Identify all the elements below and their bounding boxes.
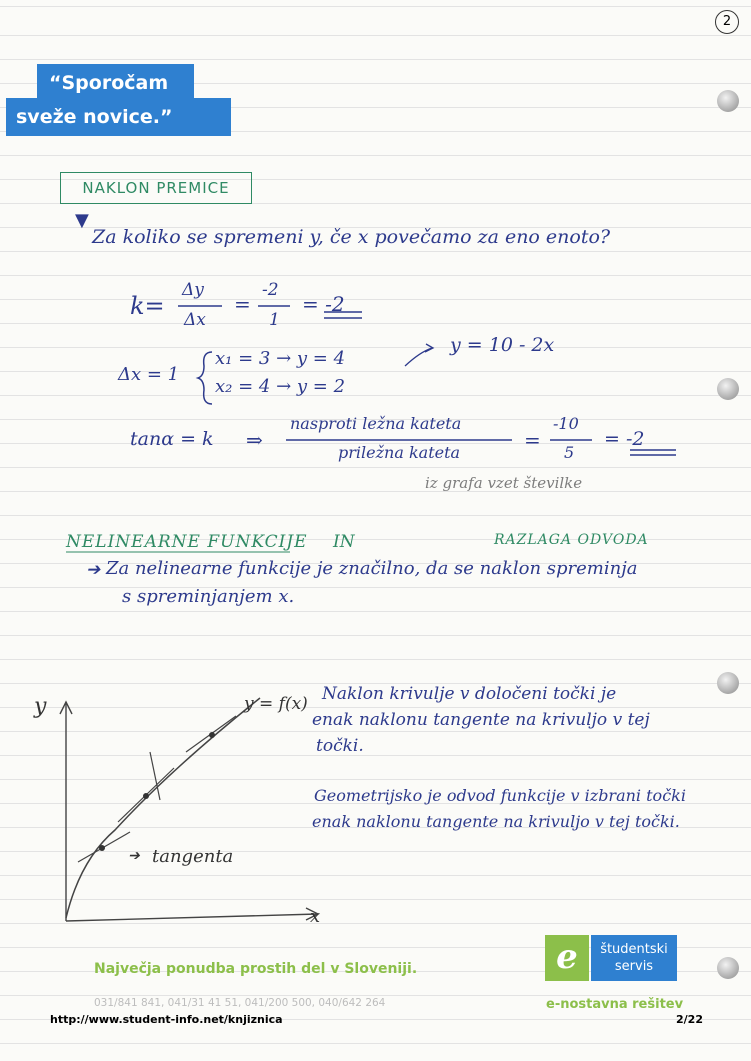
k-numerator: Δy <box>182 280 204 300</box>
equals-sign: = <box>234 292 251 316</box>
logo-text <box>591 935 677 981</box>
fraction-numerator: -2 <box>262 280 279 300</box>
footer-phone-numbers: 031/841 841, 041/31 41 51, 041/200 500, 040/642 264 <box>94 997 386 1009</box>
definition-line-3: točki. <box>316 736 364 756</box>
section-title-naklon-premice: NAKLON PREMICE <box>60 172 252 204</box>
logo-e-icon: e <box>545 935 589 981</box>
nonlinear-line-2: s spreminjanjem x. <box>122 586 295 607</box>
tan-fraction-denominator: 5 <box>564 443 575 462</box>
definition-line-2: enak naklonu tangente na krivuljo v tej <box>312 710 650 730</box>
down-arrow-icon: ▼ <box>75 210 89 231</box>
k-label: k= <box>130 292 165 320</box>
tan-result: = -2 <box>604 428 645 450</box>
footer-url-link[interactable]: http://www.student-info.net/knjiznica <box>50 1013 283 1026</box>
slope-result: = -2 <box>302 292 345 316</box>
equals-sign-2: = <box>524 428 541 452</box>
tan-denominator: priležna kateta <box>338 443 461 462</box>
question-text: Za koliko se spremeni y, če x povečamo za eno enoto? <box>92 226 611 248</box>
footer-slogan: Največja ponudba prostih del v Sloveniji. <box>94 961 418 977</box>
derivative-line-2: enak naklonu tangente na krivuljo v tej točki. <box>312 812 680 831</box>
section-title-in: IN <box>333 532 355 552</box>
studentski-servis-logo <box>545 935 677 981</box>
delta-x-label: Δx = 1 <box>118 364 180 385</box>
tan-label: tanα = k <box>130 428 214 450</box>
graph-tangent-label: tangenta <box>152 846 234 867</box>
implies-arrow-icon: ⇒ <box>246 428 263 452</box>
page-number-badge: 2 <box>715 10 739 34</box>
graph-y-axis-label: y <box>34 694 47 719</box>
function-equation: y = 10 - 2x <box>450 334 555 356</box>
banner-line-2: sveže novice.” <box>6 98 231 136</box>
k-denominator: Δx <box>184 310 206 330</box>
footer-page-number: 2/22 <box>676 1013 703 1026</box>
logo-line-2: servis <box>614 959 654 974</box>
graph-curve-label: y = f(x) <box>244 694 308 714</box>
banner-line-1: “Sporočam <box>37 64 194 102</box>
value-row-2: x₂ = 4 → y = 2 <box>215 376 346 397</box>
definition-line-1: Naklon krivulje v določeni točki je <box>322 684 617 704</box>
value-row-1: x₁ = 3 → y = 4 <box>215 348 346 369</box>
logo-line-1: študentski <box>600 942 668 957</box>
arrow-icon: ➔ <box>86 560 101 580</box>
note-from-graph: iz grafa vzet številke <box>425 474 583 492</box>
graph-x-axis-label: x <box>310 906 321 927</box>
tangent-arrow-icon: ➔ <box>128 848 140 864</box>
fraction-denominator: 1 <box>269 310 280 330</box>
nonlinear-line-1: Za nelinearne funkcije je značilno, da se naklon spreminja <box>106 558 638 579</box>
tan-fraction-numerator: -10 <box>553 414 579 433</box>
derivative-line-1: Geometrijsko je odvod funkcije v izbrani točki <box>314 786 686 805</box>
footer-tagline: e-nostavna rešitev <box>546 997 684 1012</box>
section-title-razlaga: RAZLAGA ODVODA <box>494 532 649 548</box>
section-title-nelinearne: NELINEARNE FUNKCIJE <box>66 532 308 552</box>
tan-numerator: nasproti ležna kateta <box>290 414 462 433</box>
